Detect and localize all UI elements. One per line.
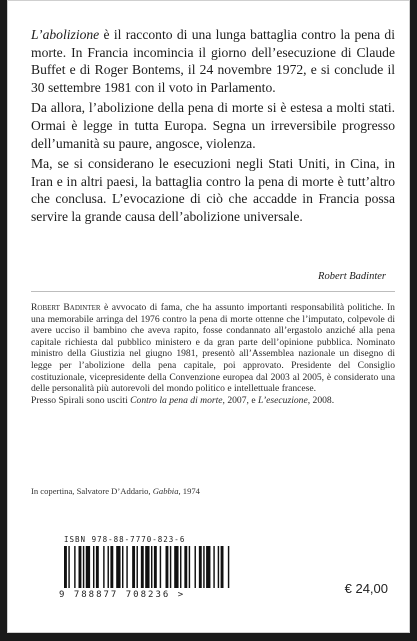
bio-paragraph-2 xyxy=(31,395,395,407)
cover-credit-text: In copertina, Salvatore D’Addario, xyxy=(31,486,153,496)
barcode xyxy=(64,546,272,588)
book-back-cover xyxy=(7,0,410,633)
bio-publications-mid: , 2007, e xyxy=(222,394,258,406)
isbn-label: ISBN 978-88-7770-823-6 xyxy=(64,535,186,544)
barcode-digits: 9 788877 708236 > xyxy=(59,590,186,600)
bio-paragraph-1 xyxy=(31,302,395,395)
bio-publications-intro: Presso Spirali sono usciti xyxy=(31,394,131,406)
blurb-paragraph-1-text: è il racconto di una lunga battaglia contro la pena di morte. In Francia incomincia il giorno dell’esecuzione di Claude Buffet e di Roger Bontems, il 24 novembre 1972, e si conclude il 30 settembre 1981 con il voto in Parlamento. xyxy=(31,27,395,95)
cover-artwork-title: Gabbia xyxy=(152,486,179,496)
author-bio xyxy=(31,302,395,406)
cover-credit xyxy=(31,486,200,496)
divider xyxy=(31,291,395,292)
bio-book-2: L’esecuzione xyxy=(257,394,308,406)
price: € 24,00 xyxy=(344,581,388,596)
blurb-book-title: L’abolizione xyxy=(31,27,100,42)
blurb-paragraph-2: Da allora, l’abolizione della pena di morte si è estesa a molti stati. Ormai è legge in tutta Europa. Segna un irreversibile progresso dell’umanità su paure, angosce, violenza. xyxy=(31,100,395,151)
bio-paragraph-1-text: è avvocato di fama, che ha assunto importanti responsabilità politiche. In una memorabile arringa del 1976 contro la pena di morte ottenne che l’imputato, colpevole di avere ucciso il bambino che aveva rapito, fosse condannato all’ergastolo anziché alla pena capitale richiesta dal pubblico ministero e da gran parte dell’opinione pubblica. Nominato ministro della Giustizia nel giugno 1981, presentò all’Assemblea nazionale un disegno di legge per l’abolizione della pena capitale, poi approvato. Presidente del Consiglio costituzionale, vicepresidente della Convenzione europea dal 2003 al 2005, è considerato una delle personalità più autorevoli del mondo politico e intellettuale francese. xyxy=(31,302,395,395)
blurb-paragraph-1 xyxy=(31,26,395,96)
blurb-paragraph-3: Ma, se si considerano le esecuzioni negli Stati Uniti, in Cina, in Iran e in altri paesi, la battaglia contro la pena di morte è tutt’altro che conclusa. L’evocazione di ciò che accadde in Francia possa servire la grande causa dell’abolizione universale. xyxy=(31,156,395,224)
bio-author-name: Robert Badinter xyxy=(31,302,101,313)
back-cover-blurb xyxy=(31,26,395,229)
bio-publications-end: , 2008. xyxy=(307,394,335,406)
cover-credit-year: , 1974 xyxy=(178,486,200,496)
bio-book-1: Contro la pena di morte xyxy=(130,394,223,406)
author-signature: Robert Badinter xyxy=(318,271,386,282)
